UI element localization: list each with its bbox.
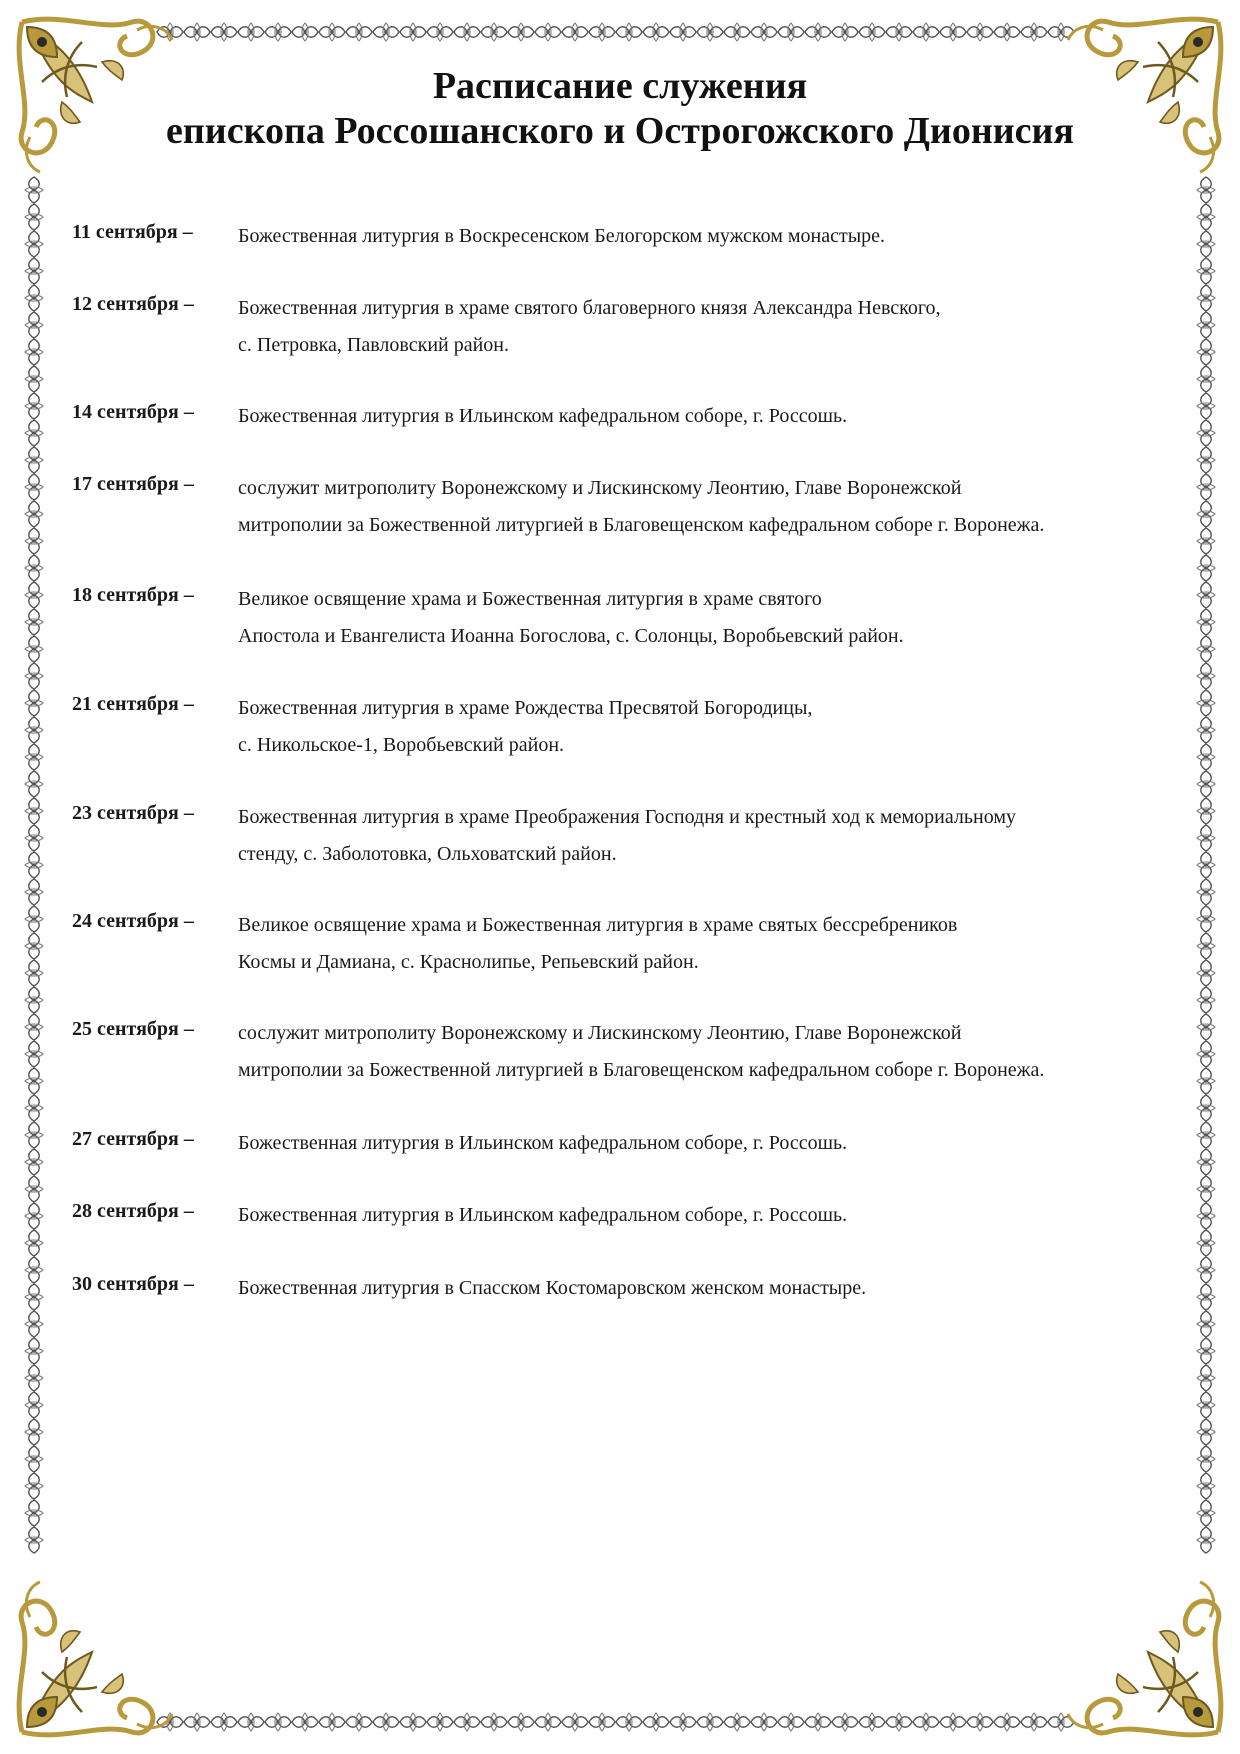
entry-description-line: стенду, с. Заболотовка, Ольховатский район.	[238, 843, 617, 865]
entry-description-line: сослужит митрополиту Воронежскому и Лискинскому Леонтию, Главе Воронежской	[238, 477, 962, 499]
entry-description	[238, 470, 1188, 544]
entry-description-line: митрополии за Божественной литургией в Благовещенском кафедральном соборе г. Воронежа.	[238, 1059, 1045, 1081]
border-motif	[25, 960, 43, 986]
border-motif	[265, 1713, 291, 1731]
border-motif	[697, 1713, 723, 1731]
border-motif	[25, 420, 43, 446]
border-motif	[1197, 1527, 1215, 1553]
border-motif	[25, 636, 43, 662]
border-motif	[292, 23, 318, 41]
title-line-1: Расписание служения	[432, 65, 808, 107]
border-motif	[832, 1713, 858, 1731]
border-motif	[1197, 771, 1215, 797]
border-motif	[184, 1713, 210, 1731]
border-motif	[319, 1713, 345, 1731]
border-motif	[913, 1713, 939, 1731]
border-motif	[1197, 1473, 1215, 1499]
border-motif	[25, 1473, 43, 1499]
entry-description	[238, 799, 1188, 873]
border-motif	[25, 852, 43, 878]
border-motif	[697, 23, 723, 41]
border-motif	[454, 1713, 480, 1731]
border-motif	[616, 23, 642, 41]
border-motif	[1197, 204, 1215, 230]
border-motif	[25, 501, 43, 527]
border-motif	[886, 1713, 912, 1731]
border-motif	[184, 23, 210, 41]
border-motif	[643, 1713, 669, 1731]
border-motif	[373, 1713, 399, 1731]
border-motif	[1197, 609, 1215, 635]
border-motif	[913, 23, 939, 41]
border-motif	[25, 663, 43, 689]
border-motif	[25, 1014, 43, 1040]
border-motif	[25, 339, 43, 365]
border-motif	[25, 744, 43, 770]
border-motif	[25, 1365, 43, 1391]
border-motif	[481, 1713, 507, 1731]
entry-date: 11 сентября –	[72, 221, 193, 243]
border-motif	[454, 23, 480, 41]
border-motif	[25, 825, 43, 851]
border-motif	[400, 23, 426, 41]
border-motif	[211, 1713, 237, 1731]
border-motif	[25, 177, 43, 203]
border-motif	[1197, 1392, 1215, 1418]
border-motif	[1197, 1176, 1215, 1202]
border-motif	[25, 771, 43, 797]
border-motif	[25, 1203, 43, 1229]
border-motif	[1197, 1365, 1215, 1391]
entry-date: 24 сентября –	[72, 910, 194, 932]
border-motif	[778, 23, 804, 41]
border-motif	[859, 23, 885, 41]
border-motif	[25, 798, 43, 824]
border-motif	[1197, 933, 1215, 959]
border-motif	[1197, 528, 1215, 554]
border-motif	[1197, 1122, 1215, 1148]
border-motif	[25, 312, 43, 338]
border-motif	[994, 1713, 1020, 1731]
border-motif	[1197, 1284, 1215, 1310]
border-motif	[1197, 231, 1215, 257]
border-motif	[25, 1041, 43, 1067]
entry-date: 30 сентября –	[72, 1273, 194, 1295]
border-motif	[1197, 177, 1215, 203]
border-motif	[1197, 447, 1215, 473]
border-motif	[25, 582, 43, 608]
border-motif	[967, 23, 993, 41]
entry-date: 14 сентября –	[72, 401, 194, 423]
border-motif	[508, 1713, 534, 1731]
border-motif	[25, 987, 43, 1013]
border-motif	[346, 23, 372, 41]
entry-date: 17 сентября –	[72, 473, 194, 495]
entry-description-line: с. Никольское-1, Воробьевский район.	[238, 734, 565, 756]
border-motif	[25, 474, 43, 500]
entry-description-line: Великое освящение храма и Божественная литургия в храме святых бессребреников	[238, 914, 958, 936]
border-motif	[25, 609, 43, 635]
border-motif	[25, 231, 43, 257]
border-motif	[292, 1713, 318, 1731]
border-motif	[1197, 339, 1215, 365]
entry-date: 18 сентября –	[72, 584, 194, 606]
border-motif	[670, 23, 696, 41]
border-motif	[940, 1713, 966, 1731]
border-motif	[751, 1713, 777, 1731]
border-motif	[25, 1257, 43, 1283]
entry-description	[238, 1270, 1188, 1307]
entry-description	[238, 690, 1188, 764]
entry-description	[238, 398, 1188, 435]
border-motif	[1197, 1338, 1215, 1364]
entry-description	[238, 1125, 1188, 1162]
border-motif	[805, 1713, 831, 1731]
border-motif	[832, 23, 858, 41]
border-motif	[25, 1392, 43, 1418]
border-motif	[25, 1527, 43, 1553]
border-motif	[1197, 1095, 1215, 1121]
entry-date: 23 сентября –	[72, 802, 194, 824]
title-line-2: епископа Россошанского и Острогожского Дионисия	[166, 110, 1074, 152]
entry-date: 28 сентября –	[72, 1200, 194, 1222]
border-motif	[1197, 636, 1215, 662]
border-motif	[1197, 852, 1215, 878]
border-motif	[25, 690, 43, 716]
border-motif	[1197, 1446, 1215, 1472]
entry-description-line: Божественная литургия в Воскресенском Белогорском мужском монастыре.	[238, 225, 886, 247]
border-motif	[25, 366, 43, 392]
border-motif	[1197, 663, 1215, 689]
border-motif	[967, 1713, 993, 1731]
border-motif	[886, 23, 912, 41]
border-motif	[589, 23, 615, 41]
border-motif	[373, 23, 399, 41]
border-motif	[1021, 23, 1047, 41]
entry-description-line: с. Петровка, Павловский район.	[238, 334, 510, 356]
border-motif	[25, 1122, 43, 1148]
border-motif	[778, 1713, 804, 1731]
border-motif	[25, 447, 43, 473]
border-motif	[1197, 1419, 1215, 1445]
border-motif	[1197, 474, 1215, 500]
border-motif	[1197, 879, 1215, 905]
border-motif	[25, 285, 43, 311]
border-motif	[535, 1713, 561, 1731]
border-motif	[25, 1230, 43, 1256]
border-motif	[400, 1713, 426, 1731]
border-motif	[1197, 1149, 1215, 1175]
corner-ornament	[1068, 1582, 1221, 1735]
border-motif	[508, 23, 534, 41]
entry-description-line: Великое освящение храма и Божественная литургия в храме святого	[238, 588, 822, 610]
border-motif	[346, 1713, 372, 1731]
entry-description-line: Божественная литургия в Ильинском кафедральном соборе, г. Россошь.	[238, 405, 848, 427]
border-motif	[1197, 1311, 1215, 1337]
border-motif	[25, 393, 43, 419]
border-motif	[427, 23, 453, 41]
border-motif	[25, 1068, 43, 1094]
border-motif	[1197, 312, 1215, 338]
border-motif	[25, 528, 43, 554]
border-motif	[25, 933, 43, 959]
border-motif	[940, 23, 966, 41]
border-motif	[751, 23, 777, 41]
entry-date: 12 сентября –	[72, 293, 194, 315]
entry-description-line: Божественная литургия в Ильинском кафедральном соборе, г. Россошь.	[238, 1132, 848, 1154]
border-motif	[616, 1713, 642, 1731]
border-motif	[25, 204, 43, 230]
entry-description	[238, 907, 1188, 981]
entry-description-line: Божественная литургия в храме Преображения Господня и крестный ход к мемориальному	[238, 806, 1016, 828]
entry-description-line: Божественная литургия в Ильинском кафедральном соборе, г. Россошь.	[238, 1204, 848, 1226]
border-motif	[670, 1713, 696, 1731]
border-motif	[1197, 366, 1215, 392]
entry-description-line: митрополии за Божественной литургией в Благовещенском кафедральном соборе г. Воронежа.	[238, 514, 1045, 536]
corner-ornament	[19, 1582, 172, 1735]
border-motif	[1197, 258, 1215, 284]
border-motif	[562, 1713, 588, 1731]
border-motif	[25, 1149, 43, 1175]
border-motif	[1197, 1041, 1215, 1067]
border-motif	[1197, 285, 1215, 311]
border-motif	[1197, 1500, 1215, 1526]
border-motif	[25, 258, 43, 284]
page-title	[0, 64, 1240, 154]
border-motif	[1197, 582, 1215, 608]
border-motif	[25, 1176, 43, 1202]
entry-description-line: сослужит митрополиту Воронежскому и Лискинскому Леонтию, Главе Воронежской	[238, 1022, 962, 1044]
border-motif	[1197, 717, 1215, 743]
border-motif	[265, 23, 291, 41]
border-motif	[1197, 825, 1215, 851]
border-motif	[238, 1713, 264, 1731]
border-motif	[25, 555, 43, 581]
border-motif	[1197, 1068, 1215, 1094]
border-motif	[1197, 987, 1215, 1013]
border-motif	[1197, 1014, 1215, 1040]
entry-description	[238, 581, 1188, 655]
border-motif	[25, 717, 43, 743]
entry-date: 25 сентября –	[72, 1018, 194, 1040]
border-motif	[25, 1095, 43, 1121]
entry-description	[238, 1197, 1188, 1234]
border-motif	[805, 23, 831, 41]
border-motif	[481, 23, 507, 41]
border-motif	[1197, 744, 1215, 770]
entry-description-line: Космы и Дамиана, с. Краснолипье, Репьевский район.	[238, 951, 699, 973]
border-motif	[25, 1446, 43, 1472]
border-motif	[1197, 1230, 1215, 1256]
border-motif	[25, 879, 43, 905]
border-motif	[1197, 690, 1215, 716]
border-motif	[1021, 1713, 1047, 1731]
border-motif	[25, 1419, 43, 1445]
entry-date: 21 сентября –	[72, 693, 194, 715]
border-motif	[1197, 1257, 1215, 1283]
border-motif	[25, 1284, 43, 1310]
entry-description	[238, 1015, 1188, 1089]
entry-description-line: Божественная литургия в храме Рождества Пресвятой Богородицы,	[238, 697, 813, 719]
border-motif	[535, 23, 561, 41]
border-motif	[1197, 555, 1215, 581]
border-motif	[1197, 798, 1215, 824]
border-motif	[1197, 1203, 1215, 1229]
border-motif	[238, 23, 264, 41]
border-motif	[643, 23, 669, 41]
entry-date: 27 сентября –	[72, 1128, 194, 1150]
border-motif	[589, 1713, 615, 1731]
border-motif	[1197, 420, 1215, 446]
border-motif	[211, 23, 237, 41]
border-motif	[1197, 960, 1215, 986]
entry-description-line: Божественная литургия в Спасском Костомаровском женском монастыре.	[238, 1277, 867, 1299]
border-motif	[427, 1713, 453, 1731]
entry-description	[238, 218, 1188, 255]
entry-description-line: Апостола и Евангелиста Иоанна Богослова, с. Солонцы, Воробьевский район.	[238, 625, 904, 647]
border-motif	[1197, 906, 1215, 932]
entry-description-line: Божественная литургия в храме святого благоверного князя Александра Невского,	[238, 297, 941, 319]
border-motif	[724, 1713, 750, 1731]
border-motif	[25, 1338, 43, 1364]
border-motif	[319, 23, 345, 41]
border-motif	[562, 23, 588, 41]
border-motif	[25, 906, 43, 932]
border-motif	[25, 1500, 43, 1526]
entry-description	[238, 290, 1188, 364]
border-motif	[1197, 393, 1215, 419]
border-motif	[25, 1311, 43, 1337]
border-motif	[994, 23, 1020, 41]
border-motif	[724, 23, 750, 41]
border-motif	[1197, 501, 1215, 527]
border-motif	[859, 1713, 885, 1731]
